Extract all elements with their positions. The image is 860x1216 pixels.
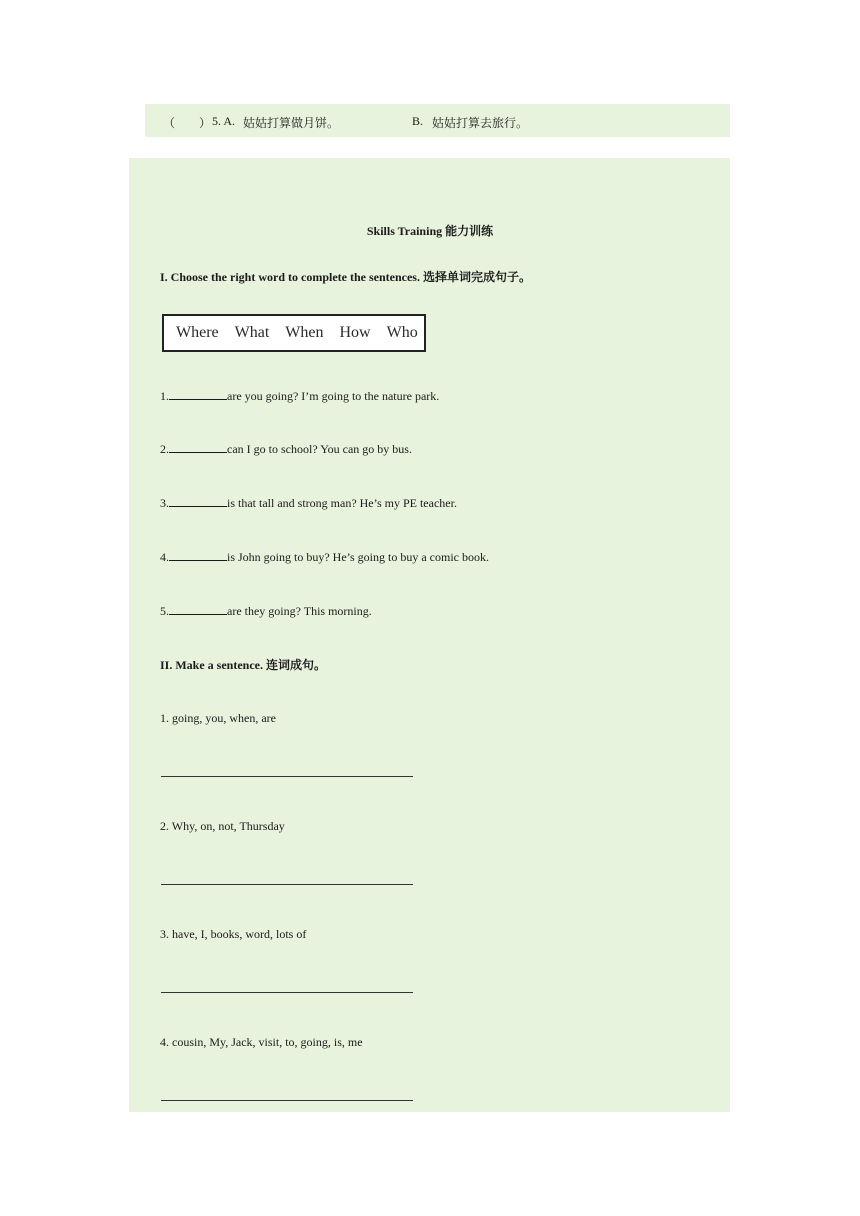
- word-bank-item: Where: [176, 324, 219, 341]
- fill-blank-item: [160, 549, 489, 565]
- fill-blank-item: [160, 441, 412, 457]
- answer-blank[interactable]: [169, 388, 227, 400]
- word-bank-item: Who: [386, 324, 418, 341]
- answer-line[interactable]: [161, 776, 413, 777]
- fill-blank-item: [160, 388, 439, 404]
- word-bank-item: What: [234, 324, 270, 341]
- page-title: Skills Training 能力训练: [366, 224, 494, 238]
- sentence-prompt: 4. cousin, My, Jack, visit, to, going, is, me: [160, 1035, 363, 1049]
- question-number: 5. A.: [212, 114, 236, 128]
- fill-blank-item: [160, 603, 372, 619]
- word-bank: [162, 314, 426, 352]
- item-text: can I go to school? You can go by bus.: [227, 442, 412, 456]
- item-text: is John going to buy? He’s going to buy a comic book.: [227, 550, 489, 564]
- answer-line[interactable]: [161, 992, 413, 993]
- word-bank-item: How: [339, 324, 371, 341]
- section1-heading: I. Choose the right word to complete the sentences. 选择单词完成句子。: [160, 270, 531, 284]
- answer-blank[interactable]: [169, 603, 227, 615]
- option-a: 姑姑打算做月饼。: [243, 116, 340, 130]
- item-number: 3.: [160, 496, 169, 510]
- skills-training-panel: [129, 158, 730, 1112]
- item-text: is that tall and strong man? He’s my PE teacher.: [227, 496, 457, 510]
- sentence-prompt: 1. going, you, when, are: [160, 711, 276, 725]
- item-number: 2.: [160, 442, 169, 456]
- item-text: are you going? I’m going to the nature park.: [227, 389, 440, 403]
- word-bank-item: When: [285, 324, 324, 341]
- answer-blank[interactable]: [169, 441, 227, 453]
- paren-open: （: [163, 116, 176, 130]
- option-b: 姑姑打算去旅行。: [432, 116, 529, 130]
- item-number: 1.: [160, 389, 169, 403]
- sentence-prompt: 2. Why, on, not, Thursday: [160, 819, 285, 833]
- option-b-label: B.: [412, 114, 424, 128]
- fill-blank-item: [160, 495, 457, 511]
- item-text: are they going? This morning.: [227, 604, 372, 618]
- item-number: 4.: [160, 550, 169, 564]
- answer-line[interactable]: [161, 884, 413, 885]
- item-number: 5.: [160, 604, 169, 618]
- section2-heading: II. Make a sentence. 连词成句。: [160, 658, 326, 672]
- answer-blank[interactable]: [169, 549, 227, 561]
- answer-blank[interactable]: [169, 495, 227, 507]
- answer-line[interactable]: [161, 1100, 413, 1101]
- sentence-prompt: 3. have, I, books, word, lots of: [160, 927, 307, 941]
- paren-close: ）: [199, 116, 212, 130]
